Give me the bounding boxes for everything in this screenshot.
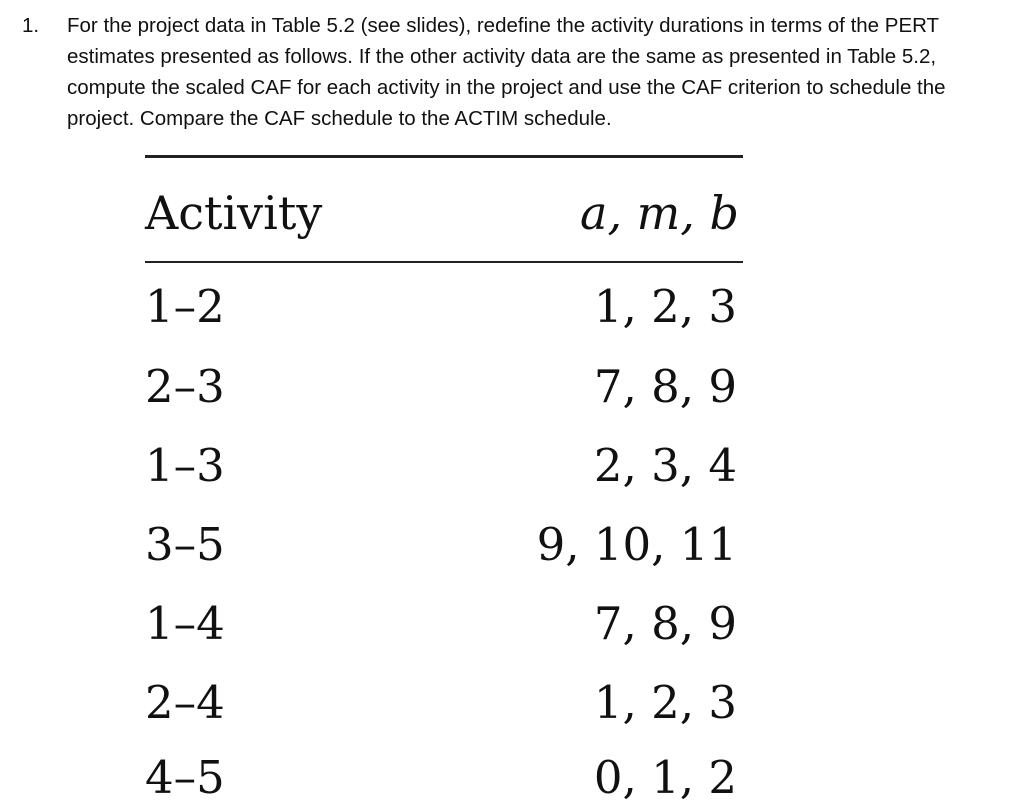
activity-cell: 1–3 [145, 439, 225, 492]
question-text: For the project data in Table 5.2 (see slides), redefine the activity durations in terms of the PERT estimates presented as follows. If the other activity data are the same as presented in Table 5.2, compute the scaled CAF for each activity in the project and use the CAF criterion to schedule the project. Compare the CAF schedule to the ACTIM schedule. [67, 14, 946, 130]
estimates-cell: 0, 1, 2 [593, 751, 737, 804]
activity-cell: 1–4 [145, 597, 225, 650]
estimates-cell: 7, 8, 9 [593, 597, 737, 650]
table-row [145, 675, 743, 731]
table-row [145, 438, 743, 494]
table-header-rule [145, 261, 743, 263]
table-row [145, 359, 743, 415]
estimates-cell: 1, 2, 3 [593, 280, 737, 333]
activity-cell: 2–3 [145, 360, 225, 413]
table-row [145, 279, 743, 335]
activity-cell: 1–2 [145, 280, 225, 333]
estimates-cell: 7, 8, 9 [593, 360, 737, 413]
table-row [145, 517, 743, 573]
question-number: 1. [22, 14, 40, 37]
header-estimates: a, m, b [580, 186, 739, 240]
header-activity: Activity [145, 186, 323, 240]
table-row [145, 596, 743, 652]
estimates-cell: 1, 2, 3 [593, 676, 737, 729]
question-block [22, 10, 1012, 134]
estimates-cell: 9, 10, 11 [536, 518, 737, 571]
activity-cell: 2–4 [145, 676, 225, 729]
table-top-rule [145, 155, 743, 158]
table-row [145, 750, 743, 806]
activity-cell: 4–5 [145, 751, 225, 804]
estimates-cell: 2, 3, 4 [593, 439, 737, 492]
activity-cell: 3–5 [145, 518, 225, 571]
